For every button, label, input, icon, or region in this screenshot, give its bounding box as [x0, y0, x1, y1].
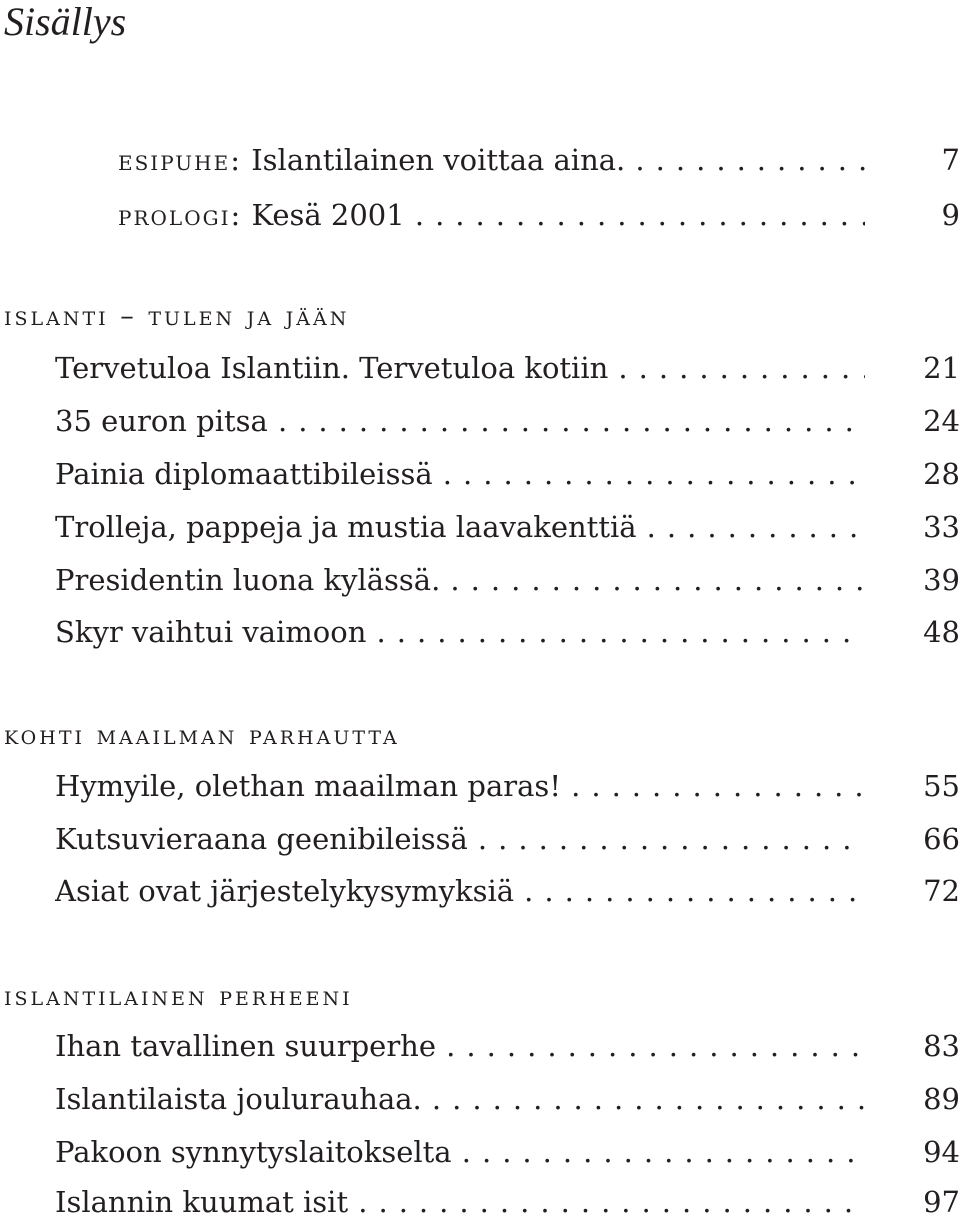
- toc-entry-prefix: esipuhe:: [118, 143, 242, 177]
- toc-entry[interactable]: [0, 456, 960, 492]
- page-title: Sisällys: [4, 0, 127, 44]
- toc-entry-title: Islantilainen voittaa aina.: [251, 143, 626, 177]
- toc-page-number: 97: [923, 1185, 960, 1219]
- toc-page-number: 33: [923, 510, 960, 544]
- toc-page-number: 89: [923, 1082, 960, 1116]
- toc-page-number: 28: [923, 457, 960, 491]
- toc-entry-title: 35 euron pitsa . . .: [55, 403, 865, 439]
- toc-page-number: 83: [923, 1029, 960, 1063]
- toc-entry[interactable]: [0, 873, 960, 909]
- toc-entry[interactable]: [0, 614, 960, 650]
- toc-entry[interactable]: [0, 509, 960, 545]
- toc-entry-title: Presidentin luona kylässä. . . .: [55, 562, 865, 598]
- toc-page-number: 9: [941, 198, 960, 232]
- toc-entry-title: Trolleja, pappeja ja mustia laavakenttiä . . .: [55, 509, 865, 545]
- toc-entry-title: Skyr vaihtui vaimoon . . .: [55, 614, 865, 650]
- toc-entry[interactable]: [0, 1184, 960, 1220]
- toc-page-number: 48: [923, 615, 960, 649]
- toc-entry[interactable]: [0, 1028, 960, 1064]
- toc-page-number: 7: [941, 143, 960, 177]
- toc-page-number: 39: [923, 563, 960, 597]
- toc-entry-label: [118, 197, 865, 233]
- section-heading: islantilainen perheeni: [4, 981, 353, 1012]
- toc-entry[interactable]: [0, 821, 960, 857]
- toc-entry-title: Ihan tavallinen suurperhe . . .: [55, 1028, 865, 1064]
- toc-entry-title: Hymyile, olethan maailman paras! . . .: [55, 768, 865, 804]
- toc-page-number: 94: [923, 1135, 960, 1169]
- toc-entry-title: Kutsuvieraana geenibileissä . . .: [55, 821, 865, 857]
- toc-entry-prologue[interactable]: [0, 197, 960, 233]
- toc-entry-title: Islantilaista joulurauhaa. . . .: [55, 1081, 865, 1117]
- toc-entry-prefix: prologi:: [118, 198, 243, 232]
- toc-page-number: 24: [923, 404, 960, 438]
- toc-page-number: 21: [923, 351, 960, 385]
- toc-entry[interactable]: [0, 1134, 960, 1170]
- toc-entry[interactable]: [0, 1081, 960, 1117]
- section-heading: kohti maailman parhautta: [4, 720, 400, 751]
- toc-page-number: 55: [923, 769, 960, 803]
- toc-entry[interactable]: [0, 403, 960, 439]
- toc-entry-title: Kesä 2001: [251, 198, 405, 232]
- section-heading: islanti – tulen ja jään: [4, 301, 350, 332]
- toc-entry-title: Tervetuloa Islantiin. Tervetuloa kotiin . . .: [55, 350, 865, 386]
- toc-page-number: 72: [923, 874, 960, 908]
- toc-entry-preface[interactable]: [0, 142, 960, 178]
- toc-page-number: 66: [923, 822, 960, 856]
- toc-entry-title: Painia diplomaattibileissä . . .: [55, 456, 865, 492]
- toc-entry[interactable]: [0, 768, 960, 804]
- toc-entry[interactable]: [0, 350, 960, 386]
- toc-entry-title: Islannin kuumat isit . . .: [55, 1184, 865, 1220]
- toc-entry-title: Pakoon synnytyslaitokselta . . .: [55, 1134, 865, 1170]
- toc-entry[interactable]: [0, 562, 960, 598]
- toc-entry-label: [118, 142, 865, 178]
- toc-entry-title: Asiat ovat järjestelykysymyksiä . . .: [55, 873, 865, 909]
